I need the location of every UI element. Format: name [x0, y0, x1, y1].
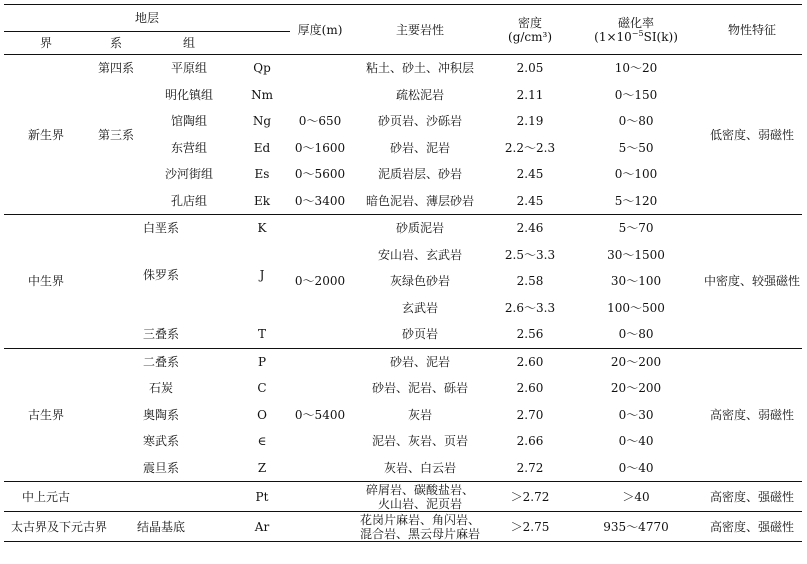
- table-row: [4, 375, 802, 402]
- density-cell: 2.6～3.3: [504, 300, 556, 315]
- formation-code: Qp: [253, 61, 271, 76]
- system-code: C: [257, 381, 267, 396]
- feature-mesozoic: 中密度、较强磁性: [702, 215, 802, 349]
- lithology-cell: 泥质岩层、砂岩: [378, 167, 463, 182]
- table-row: [4, 108, 802, 135]
- system-name: 震旦系: [142, 460, 179, 475]
- header-density: [490, 5, 570, 55]
- density-cell: 2.46: [490, 215, 570, 242]
- header-density-label: 密度: [518, 15, 543, 30]
- formation-name: 东营组: [170, 140, 207, 155]
- system-name: 三叠系: [142, 327, 179, 342]
- system-code: K: [234, 215, 290, 242]
- table-row: [4, 512, 802, 542]
- header-stratum: 地层: [4, 5, 290, 32]
- system-code: Ar: [234, 512, 290, 542]
- suscept-cell: ＞40: [570, 482, 702, 512]
- density-cell: ＞2.72: [490, 482, 570, 512]
- system-name: 二叠系: [88, 348, 234, 375]
- system-code: T: [258, 327, 267, 342]
- suscept-cell: 20～200: [570, 348, 702, 375]
- header-feature: 物性特征: [728, 22, 777, 37]
- thickness-cell: 0～3400: [294, 193, 346, 208]
- lithology-cell: 灰岩、白云岩: [384, 460, 457, 475]
- formation-name: 馆陶组: [170, 114, 207, 129]
- suscept-cell: 0～40: [618, 460, 654, 475]
- density-cell: 2.70: [516, 407, 544, 422]
- density-cell: 2.72: [516, 460, 544, 475]
- density-cell: 2.45: [516, 193, 544, 208]
- lithology-cell: 灰岩: [408, 407, 433, 422]
- header-row-1: [4, 5, 802, 32]
- system-name: 奥陶系: [142, 407, 179, 422]
- header-thickness: 厚度(m): [297, 22, 343, 37]
- suscept-cell: 100～500: [607, 300, 665, 315]
- density-cell: 2.60: [516, 381, 544, 396]
- table-row: [4, 321, 802, 348]
- stratigraphy-table: [4, 4, 802, 542]
- era-mesozoic: 中生界: [4, 215, 88, 349]
- era-cenozoic: 新生界: [27, 127, 64, 142]
- system-name: 侏罗系: [142, 268, 179, 282]
- thickness-cell: [290, 55, 350, 82]
- lithology-cell: 灰绿色砂岩: [390, 274, 451, 289]
- thickness-cell: 0～1600: [294, 140, 346, 155]
- system-quaternary: 第四系: [97, 61, 134, 75]
- formation-name: 平原组: [170, 61, 207, 76]
- header-code: [234, 32, 290, 55]
- density-cell: 2.05: [516, 61, 544, 76]
- density-cell: 2.66: [516, 434, 544, 449]
- lithology-cell: 疏松泥岩: [396, 87, 445, 102]
- density-cell: 2.19: [516, 114, 544, 129]
- suscept-cell: 5～50: [618, 140, 654, 155]
- header-erathem: 界: [39, 36, 52, 50]
- header-susceptibility: [570, 5, 702, 55]
- lithology-cell: 粘土、砂土、冲积层: [366, 61, 475, 76]
- feature-cenozoic: 低密度、弱磁性: [710, 127, 795, 142]
- suscept-cell: 30～1500: [607, 247, 665, 262]
- system-name: [88, 482, 234, 512]
- table-row: [4, 402, 802, 429]
- lithology-cell: 安山岩、玄武岩: [378, 247, 463, 262]
- table-row: [4, 428, 802, 455]
- lithology-cell: 玄武岩: [402, 300, 439, 315]
- era-mesoneo: 中上元古: [4, 482, 88, 512]
- suscept-cell: 0～30: [618, 407, 654, 422]
- header-formation: 组: [182, 36, 195, 50]
- density-cell: 2.58: [516, 274, 544, 289]
- formation-code: Ng: [252, 114, 272, 129]
- density-cell: 2.2～2.3: [504, 140, 556, 155]
- system-name: 寒武系: [142, 434, 179, 449]
- lithology-cell: 砂岩、泥岩: [350, 348, 490, 375]
- suscept-cell: 0～80: [618, 327, 654, 342]
- density-cell: 2.11: [516, 87, 544, 102]
- table-row: [4, 482, 802, 512]
- table-row: [4, 455, 802, 482]
- density-cell: 2.5～3.3: [504, 247, 556, 262]
- thickness-cell: 0～650: [298, 114, 342, 129]
- era-paleozoic: 古生界: [4, 348, 88, 482]
- thickness-mesozoic: 0～2000: [290, 215, 350, 349]
- suscept-cell: 10～20: [614, 61, 658, 76]
- thickness-paleozoic: 0～5400: [290, 348, 350, 482]
- lithology-cell: 砂页岩: [402, 327, 439, 342]
- table-row: [4, 348, 802, 375]
- formation-code: Ek: [253, 193, 271, 208]
- system-code: ∈: [257, 434, 267, 449]
- formation-name: 沙河街组: [164, 167, 213, 182]
- header-suscept-label: 磁化率: [618, 15, 655, 30]
- feature-archean: 高密度、强磁性: [702, 512, 802, 542]
- formation-name: 孔店组: [170, 193, 207, 208]
- system-code: Pt: [234, 482, 290, 512]
- lithology-cell: 砂岩、泥岩: [390, 140, 451, 155]
- system-name: 白垩系: [88, 215, 234, 242]
- system-code: O: [257, 407, 267, 422]
- era-archean: 太古界及下元古界: [4, 512, 88, 542]
- lithology-cell: 砂质泥岩: [350, 215, 490, 242]
- lithology-cell: 碎屑岩、碳酸盐岩、 火山岩、泥页岩: [350, 482, 490, 512]
- suscept-cell: 5～120: [614, 193, 658, 208]
- header-density-unit: (g/cm³): [508, 29, 553, 44]
- suscept-cell: 0～80: [618, 114, 654, 129]
- density-cell: 2.56: [516, 327, 544, 342]
- system-name: 石炭: [148, 381, 173, 396]
- lithology-cell: 砂页岩、沙砾岩: [378, 114, 463, 129]
- suscept-cell: 0～150: [614, 87, 658, 102]
- lithology-cell: 花岗片麻岩、角闪岩、 混合岩、黑云母片麻岩: [350, 512, 490, 542]
- thickness-cell: [290, 82, 350, 109]
- lithology-cell: 暗色泥岩、薄层砂岩: [366, 193, 475, 208]
- formation-code: Es: [254, 167, 270, 182]
- lithology-cell: 砂岩、泥岩、砾岩: [372, 381, 469, 396]
- density-cell: 2.60: [490, 348, 570, 375]
- suscept-cell: 935～4770: [570, 512, 702, 542]
- formation-code: Ed: [253, 140, 271, 155]
- table-row: [4, 215, 802, 242]
- system-name: 结晶基底: [88, 512, 234, 542]
- table-row: [4, 55, 802, 82]
- feature-mesoneo: 高密度、强磁性: [702, 482, 802, 512]
- table-row: [4, 268, 802, 295]
- system-code: P: [234, 348, 290, 375]
- thickness-cell: 0～5600: [294, 167, 346, 182]
- density-cell: 2.45: [516, 167, 544, 182]
- density-cell: ＞2.75: [490, 512, 570, 542]
- suscept-cell: 30～100: [610, 274, 662, 289]
- header-suscept-unit: $(1\times 10^{-5}SI(k))$: [594, 28, 678, 44]
- suscept-cell: 0～100: [614, 167, 658, 182]
- suscept-cell: 0～40: [618, 434, 654, 449]
- lithology-cell: 泥岩、灰岩、页岩: [372, 434, 469, 449]
- system-tertiary: 第三系: [97, 128, 134, 142]
- formation-code: Nm: [251, 87, 273, 102]
- suscept-cell: 5～70: [570, 215, 702, 242]
- header-system: 系: [109, 36, 122, 50]
- header-lithology: 主要岩性: [396, 22, 445, 37]
- suscept-cell: 20～200: [610, 381, 662, 396]
- system-code: Z: [257, 460, 267, 475]
- table-row: [4, 242, 802, 269]
- feature-paleozoic: 高密度、弱磁性: [702, 348, 802, 482]
- formation-name: 明化镇组: [164, 87, 213, 102]
- system-code: J: [259, 268, 265, 282]
